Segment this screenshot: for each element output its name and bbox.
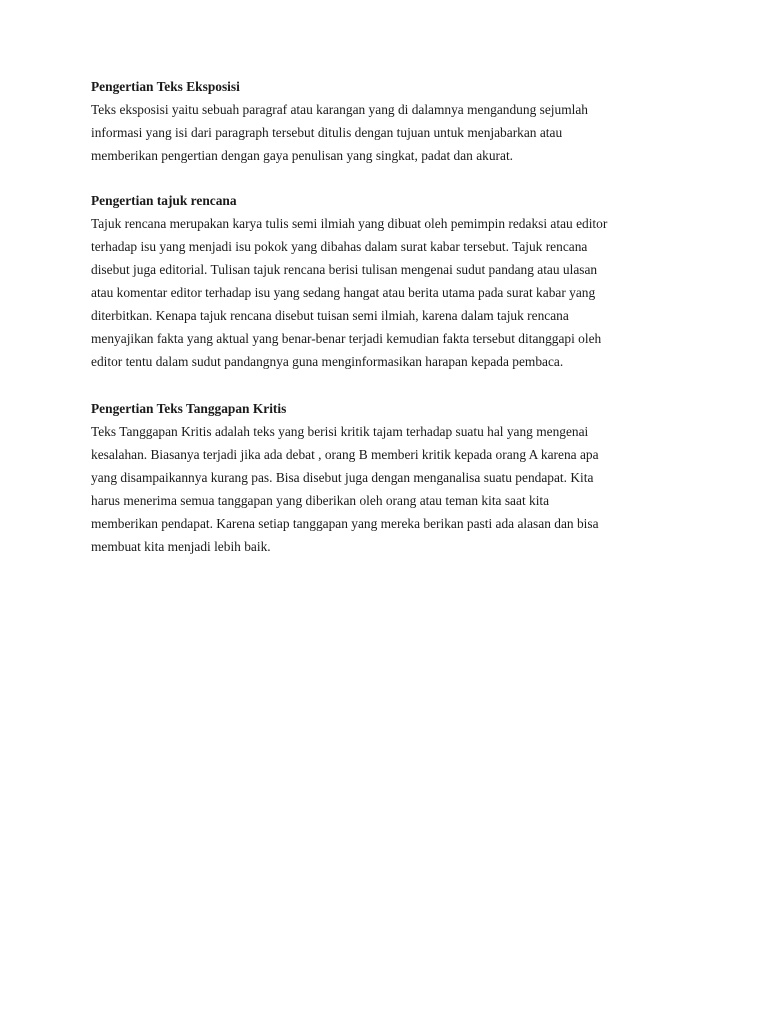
- paragraph-line: informasi yang isi dari paragraph tersebut ditulis dengan tujuan untuk menjabarkan atau: [91, 125, 563, 140]
- paragraph-line: terhadap isu yang menjadi isu pokok yang dibahas dalam surat kabar tersebut. Tajuk rencana: [91, 239, 588, 254]
- section-tajuk-rencana: [91, 189, 691, 373]
- paragraph-line: kesalahan. Biasanya terjadi jika ada debat , orang B memberi kritik kepada orang A karena apa: [91, 447, 599, 462]
- paragraph-line: menyajikan fakta yang aktual yang benar-benar terjadi kemudian fakta tersebut ditanggapi oleh: [91, 331, 602, 346]
- paragraph-line: disebut juga editorial. Tulisan tajuk rencana berisi tulisan mengenai sudut pandang atau ulasan: [91, 262, 598, 277]
- paragraph-line: harus menerima semua tanggapan yang diberikan oleh orang atau teman kita saat kita: [91, 493, 550, 508]
- paragraph-line: diterbitkan. Kenapa tajuk rencana disebut tuisan semi ilmiah, karena dalam tajuk rencana: [91, 308, 569, 323]
- paragraph-line: Teks Tanggapan Kritis adalah teks yang berisi kritik tajam terhadap suatu hal yang mengenai: [91, 424, 589, 439]
- section-heading: Pengertian Teks Tanggapan Kritis: [91, 401, 287, 416]
- section-teks-tanggapan-kritis: [91, 397, 691, 558]
- section-heading: Pengertian tajuk rencana: [91, 193, 237, 208]
- paragraph-line: yang disampaikannya kurang pas. Bisa disebut juga dengan menganalisa suatu pendapat. Kita: [91, 470, 594, 485]
- paragraph-line: Teks eksposisi yaitu sebuah paragraf atau karangan yang di dalamnya mengandung sejumlah: [91, 102, 588, 117]
- section-teks-eksposisi: [91, 75, 691, 167]
- paragraph-line: memberikan pengertian dengan gaya penulisan yang singkat, padat dan akurat.: [91, 148, 514, 163]
- paragraph-line: memberikan pendapat. Karena setiap tanggapan yang mereka berikan pasti ada alasan dan bisa: [91, 516, 599, 531]
- paragraph-line: editor tentu dalam sudut pandangnya guna menginformasikan harapan kepada pembaca.: [91, 354, 564, 369]
- paragraph-line: Tajuk rencana merupakan karya tulis semi ilmiah yang dibuat oleh pemimpin redaksi atau editor: [91, 216, 608, 231]
- paragraph-line: membuat kita menjadi lebih baik.: [91, 539, 271, 554]
- paragraph-line: atau komentar editor terhadap isu yang sedang hangat atau berita utama pada surat kabar yang: [91, 285, 596, 300]
- section-heading: Pengertian Teks Eksposisi: [91, 79, 240, 94]
